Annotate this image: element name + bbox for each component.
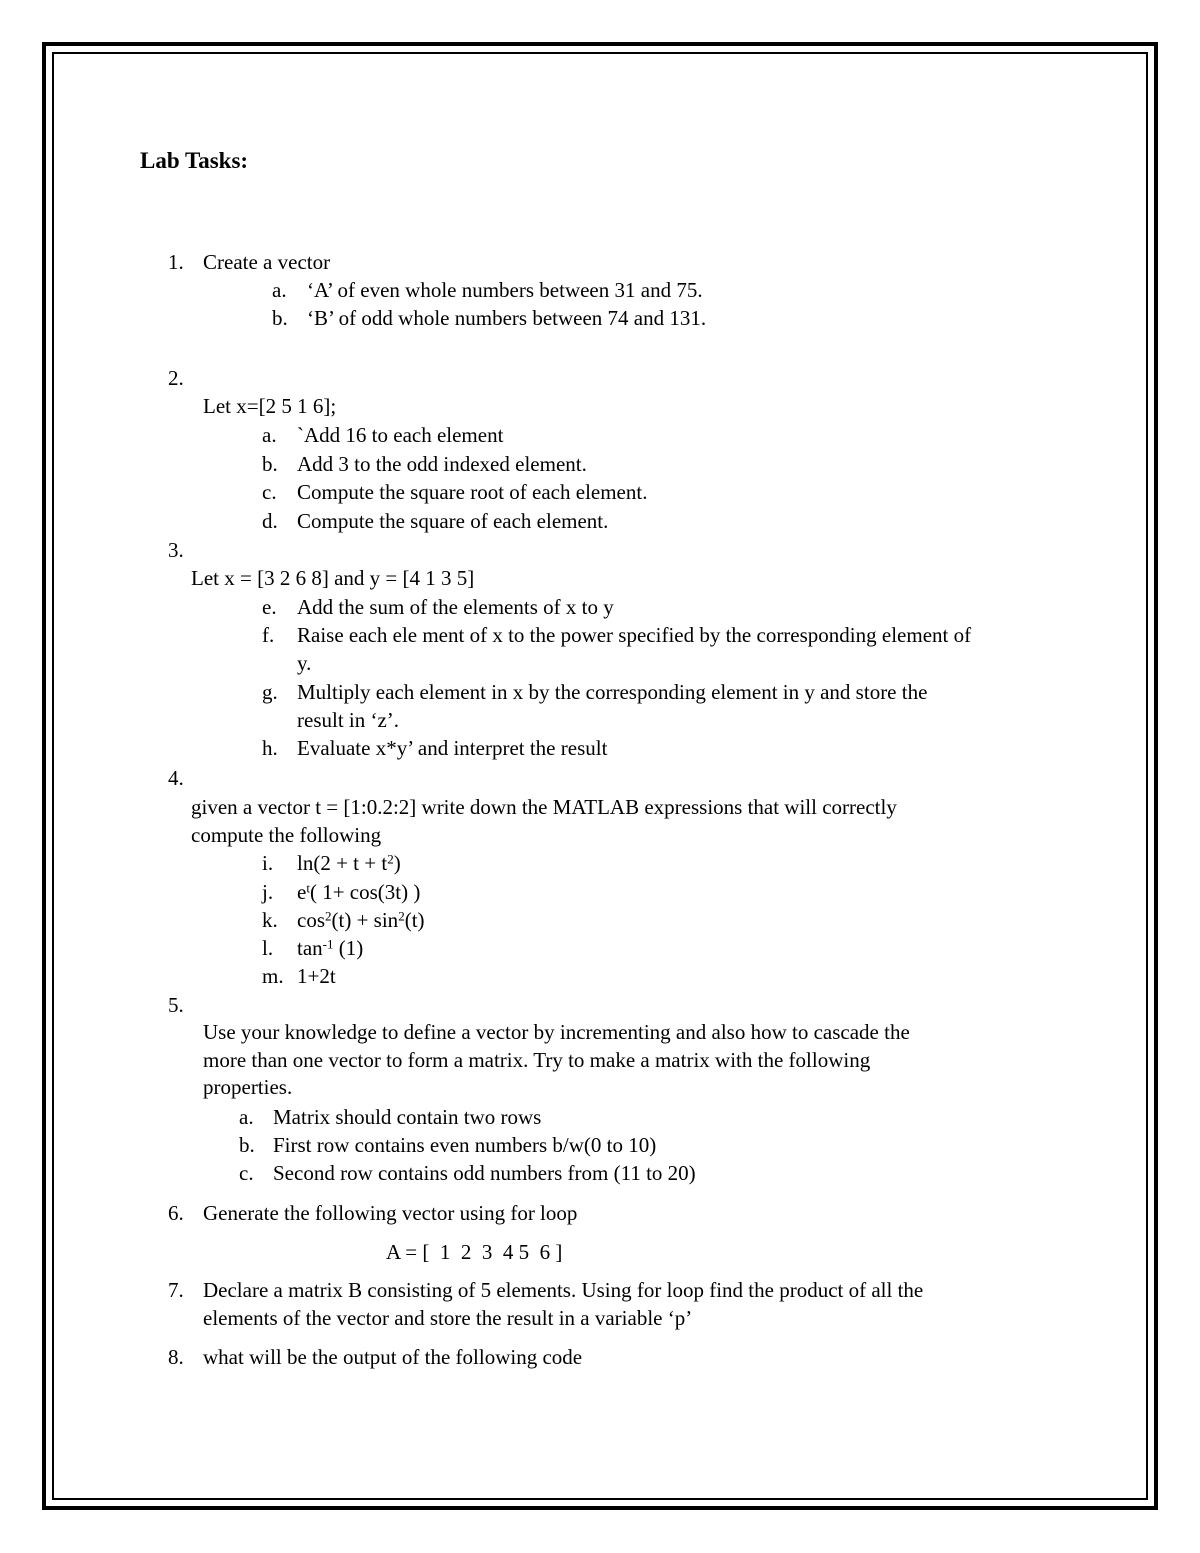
task-3f-text-line-2: y.: [297, 651, 312, 675]
task-5c-text: Second row contains odd numbers from (11 to 20): [273, 1161, 696, 1185]
task-3e-label: e.: [262, 595, 277, 619]
task-8-number: 8.: [168, 1345, 184, 1369]
task-3g-text-line-2: result in ‘z’.: [297, 708, 400, 732]
task-2-text: Let x=[2 5 1 6];: [203, 394, 337, 418]
task-4l-expression: $\tan^{-1} (1)$: [297, 936, 364, 960]
task-1b-label: b.: [272, 306, 288, 330]
task-4j-label: j.: [262, 880, 274, 904]
task-5-text-line-3: properties.: [203, 1075, 293, 1099]
task-3-text: Let x = [3 2 6 8] and y = [4 1 3 5]: [191, 566, 475, 590]
task-5b-text: First row contains even numbers b/w(0 to 10): [273, 1133, 657, 1157]
task-6-vector: A = [ 1 2 3 4 5 6 ]: [386, 1240, 563, 1264]
task-4i-label: i.: [262, 851, 274, 875]
task-4l-label: l.: [262, 936, 274, 960]
task-5b-label: b.: [239, 1133, 255, 1157]
task-1a-label: a.: [272, 278, 287, 302]
task-6-text: Generate the following vector using for loop: [203, 1201, 578, 1225]
task-2d-label: d.: [262, 509, 278, 533]
task-7-number: 7.: [168, 1278, 184, 1302]
task-4j-expression: $e^t$( 1+ cos(3t) ): [297, 880, 421, 904]
task-2c-text: Compute the square root of each element.: [297, 480, 648, 504]
task-3g-label: g.: [262, 680, 278, 704]
task-8-text: what will be the output of the following code: [203, 1345, 583, 1369]
task-3-number: 3.: [168, 538, 184, 562]
page-title: Lab Tasks:: [140, 148, 249, 173]
task-4m-expression: 1+2t: [297, 964, 336, 988]
task-4i-expression: $\ln(2 + t + t^2)$: [297, 851, 401, 875]
task-7-text-line-1: Declare a matrix B consisting of 5 elements. Using for loop find the product of all the: [203, 1278, 924, 1302]
task-7-text-line-2: elements of the vector and store the result in a variable ‘p’: [203, 1306, 693, 1330]
task-3g-text-line-1: Multiply each element in x by the corresponding element in y and store the: [297, 680, 928, 704]
task-1-text: Create a vector: [203, 250, 331, 274]
task-4-number: 4.: [168, 766, 184, 790]
task-1a-text: ‘A’ of even whole numbers between 31 and 75.: [307, 278, 703, 302]
task-2a-label: a.: [262, 423, 277, 447]
task-5c-label: c.: [239, 1161, 254, 1185]
task-5-number: 5.: [168, 993, 184, 1017]
task-4-text-line-1: given a vector t = [1:0.2:2] write down the MATLAB expressions that will correctly: [191, 795, 897, 819]
task-4k-expression: $\cos^2(t) + \sin^2(t)$: [297, 908, 425, 932]
task-2b-text: Add 3 to the odd indexed element.: [297, 452, 587, 476]
task-2-number: 2.: [168, 366, 184, 390]
task-5-text-line-2: more than one vector to form a matrix. Try to make a matrix with the following: [203, 1048, 871, 1072]
task-3h-text: Evaluate x*y’ and interpret the result: [297, 736, 608, 760]
task-1-number: 1.: [168, 250, 184, 274]
task-2b-label: b.: [262, 452, 278, 476]
task-2a-text: `Add 16 to each element: [297, 423, 504, 447]
task-2d-text: Compute the square of each element.: [297, 509, 609, 533]
task-1b-text: ‘B’ of odd whole numbers between 74 and 131.: [307, 306, 707, 330]
task-2c-label: c.: [262, 480, 277, 504]
task-3h-label: h.: [262, 736, 278, 760]
task-3f-text-line-1: Raise each ele ment of x to the power specified by the corresponding element of: [297, 623, 972, 647]
task-4-text-line-2: compute the following: [191, 823, 382, 847]
task-3e-text: Add the sum of the elements of x to y: [297, 595, 614, 619]
task-4k-label: k.: [262, 908, 278, 932]
task-3f-label: f.: [262, 623, 275, 647]
task-5a-label: a.: [239, 1105, 254, 1129]
task-5a-text: Matrix should contain two rows: [273, 1105, 542, 1129]
task-6-number: 6.: [168, 1201, 184, 1225]
task-5-text-line-1: Use your knowledge to define a vector by incrementing and also how to cascade the: [203, 1020, 910, 1044]
task-4m-label: m.: [262, 964, 284, 988]
